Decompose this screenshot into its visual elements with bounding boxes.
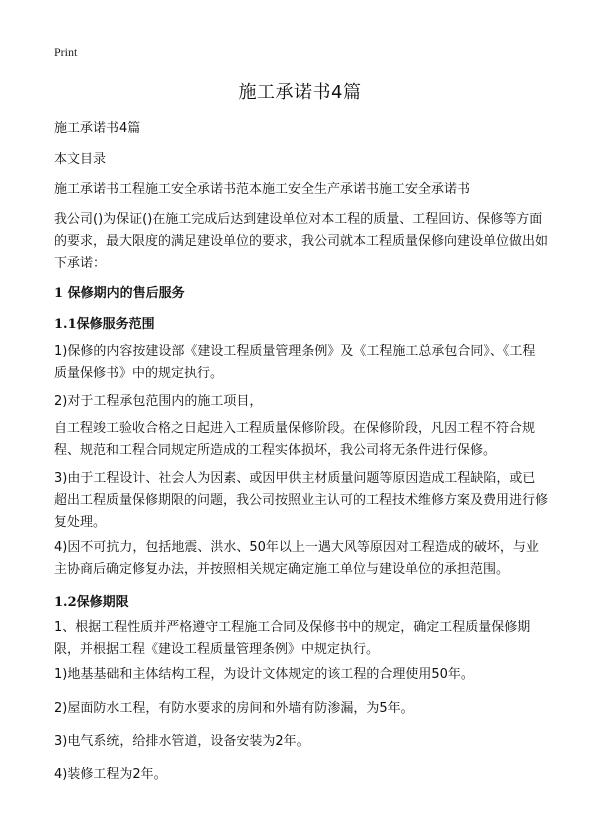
toc-line: 施工承诺书工程施工安全承诺书范本施工安全生产承诺书施工安全承诺书 <box>54 182 471 197</box>
section-1-1-paragraph-4: 3)由于工程设计、社会人为因素、或因甲供主材质量问题等原因造成工程缺陷，或已超出工程质量保修期限的问题，我公司按照业主认可的工程技术维修方案及费用进行修复处理。 <box>54 471 549 530</box>
section-1-2-paragraph-5: 4)装修工程为2年。 <box>54 767 167 782</box>
section-1-1-paragraph-5: 4)因不可抗力，包括地震、洪水、50年以上一遇大风等原因对工程造成的破坏，与业主协商后确定修复办法，并按照相关规定确定施工单位与建设单位的承担范围。 <box>54 540 539 577</box>
section-1-2-paragraph-4: 3)电气系统，给排水管道，设备安装为2年。 <box>54 734 310 749</box>
section-1-2-heading: 1.2保修期限 <box>54 595 129 610</box>
section-1-1-heading: 1.1保修服务范围 <box>54 317 155 332</box>
section-1-1-paragraph-1: 1)保修的内容按建设部《建设工程质量管理条例》及《工程施工总承包合同》、《工程质量保修书》中的规定执行。 <box>54 344 536 381</box>
section-1-1-paragraph-2: 2)对于工程承包范围内的施工项目， <box>54 394 263 409</box>
section-1-2-paragraph-3: 2)屋面防水工程，有防水要求的房间和外墙有防渗漏，为5年。 <box>54 701 414 716</box>
toc-label: 本文目录 <box>54 152 107 167</box>
section-1-heading: 1 保修期内的售后服务 <box>54 286 185 301</box>
document-subtitle: 施工承诺书4篇 <box>54 121 141 136</box>
intro-paragraph: 我公司()为保证()在施工完成后达到建设单位对本工程的质量、工程回访、保修等方面的要求，最大限度的满足建设单位的要求，我公司就本工程质量保修向建设单位做出如下承诺： <box>54 212 549 271</box>
section-1-1-paragraph-3: 自工程竣工验收合格之日起进入工程质量保修阶段。在保修阶段，凡因工程不符合规程、规范和工程合同规定所造成的工程实体损坏，我公司将无条件进行保修。 <box>54 421 536 458</box>
section-1-2-paragraph-1: 1、根据工程性质并严格遵守工程施工合同及保修书中的规定，确定工程质量保修期限，并根据工程《建设工程质量管理条例》中规定执行。 <box>54 620 531 657</box>
section-1-2-paragraph-2: 1)地基基础和主体结构工程，为设计文体规定的该工程的合理使用50年。 <box>54 667 474 682</box>
document-title: 施工承诺书4篇 <box>238 82 362 103</box>
print-link[interactable]: Print <box>54 45 78 59</box>
